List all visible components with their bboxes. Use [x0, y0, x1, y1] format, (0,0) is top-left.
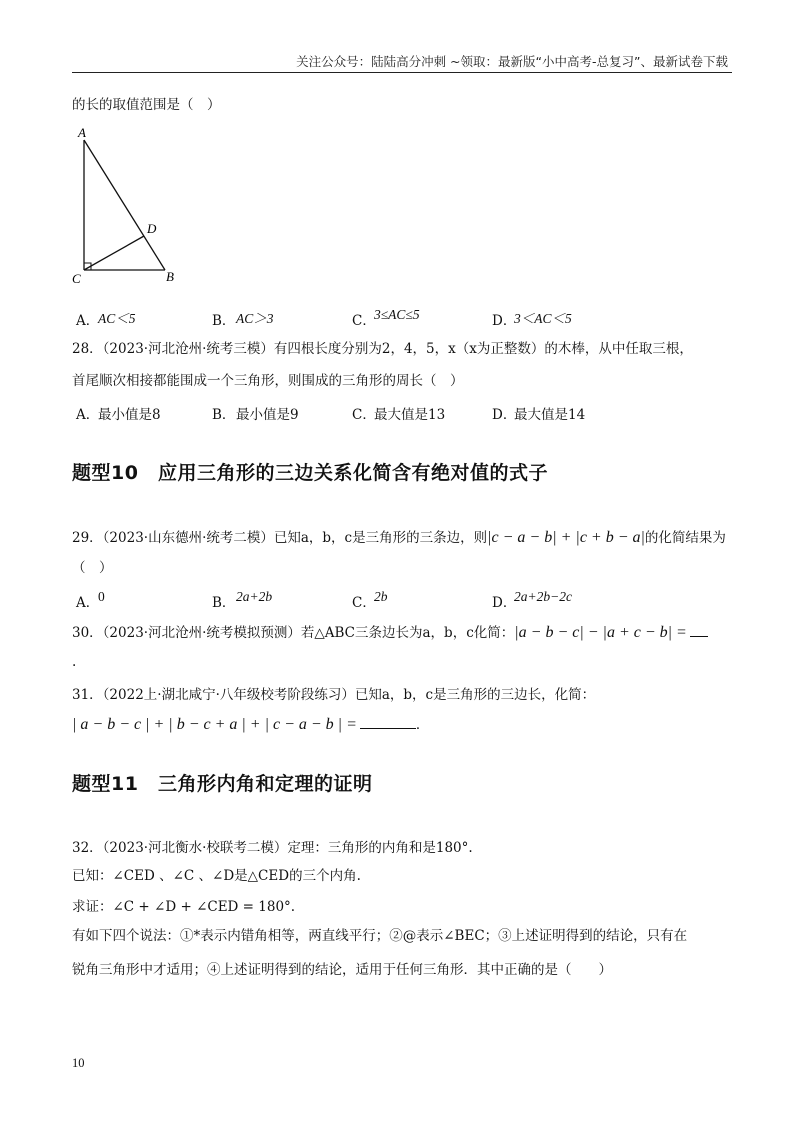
q29-line1-math: |c − a − b| + |c + b − a|	[487, 529, 645, 546]
q30-line1-math: |a − b − c| − |a + c − b| =	[514, 624, 687, 641]
q31-line1: 31．（2022上·湖北咸宁·八年级校考阶段练习）已知a，b，c是三角形的三边长，化简：	[72, 687, 596, 703]
q27-option-b-text: AC＞3	[236, 311, 274, 326]
q27-option-a-letter: A．	[76, 313, 100, 329]
q32-line5: 锐角三角形中才适用；④上述证明得到的结论，适用于任何三角形．其中正确的是（ ）	[72, 962, 612, 978]
q29-line2: （ ）	[72, 560, 113, 576]
q28-option-c-text: 最大值是13	[374, 407, 446, 423]
q32-line2: 已知：∠CED 、∠C 、∠D是△CED的三个内角.	[72, 868, 361, 884]
q30-line1-pre: 30．（2023·河北沧州·统考模拟预测）若△ABC三条边长为a，b，c化简：	[72, 625, 515, 641]
segment-cd	[84, 236, 144, 270]
q31-line2-math: | a − b − c | + | b − c + a | + | c − a − b | =	[72, 716, 357, 733]
q28-line1: 28．（2023·河北沧州·统考三模）有四根长度分别为2，4，5，x（x为正整数）的木棒，从中任取三根，	[72, 341, 693, 357]
vertex-label-c: C	[72, 271, 81, 284]
q32-line4: 有如下四个说法：①*表示内错角相等，两直线平行；②@表示∠BEC；③上述证明得到的结论，只有在	[72, 928, 688, 944]
section-10-title: 题型10 应用三角形的三边关系化简含有绝对值的式子	[72, 462, 548, 484]
q29-option-c-text: 2b	[374, 589, 388, 604]
q28-option-a-text: 最小值是8	[98, 407, 161, 423]
q28-option-b-letter: B．	[212, 407, 236, 423]
q27-option-c-letter: C．	[352, 313, 376, 329]
q29-option-d-letter: D．	[492, 595, 517, 611]
q29-option-c-letter: C．	[352, 595, 376, 611]
q29-option-a-text: 0	[98, 589, 105, 604]
header-rule	[72, 72, 732, 73]
q28-option-c-letter: C．	[352, 407, 376, 423]
q32-line1: 32．（2023·河北衡水·校联考二模）定理：三角形的内角和是180°.	[72, 840, 473, 856]
q27-triangle-figure	[70, 124, 180, 284]
q29-option-a-letter: A．	[76, 595, 100, 611]
q29-option-d-text: 2a+2b−2c	[514, 589, 572, 604]
q27-option-a-text: AC＜5	[98, 311, 136, 326]
q27-option-d-letter: D．	[492, 313, 517, 329]
vertex-label-a: A	[78, 125, 86, 140]
page-number: 10	[72, 1056, 85, 1070]
q28-option-d-text: 最大值是14	[514, 407, 586, 423]
q28-option-b-text: 最小值是9	[236, 407, 299, 423]
q29-line1-pre: 29．（2023·山东德州·统考二模）已知a，b，c是三角形的三条边，则	[72, 530, 488, 546]
vertex-label-d: D	[147, 221, 157, 236]
side-ab	[84, 140, 165, 270]
q32-line3: 求证：∠C + ∠D + ∠CED = 180°.	[72, 899, 296, 915]
section-11-title: 题型11 三角形内角和定理的证明	[72, 773, 373, 795]
q30-line2: .	[72, 654, 77, 670]
q29-line1	[72, 528, 726, 547]
q27-stem-tail: 的长的取值范围是（ ）	[72, 97, 221, 113]
q30-answer-blank[interactable]	[690, 624, 708, 637]
q30-line1	[72, 623, 708, 642]
q28-line2: 首尾顺次相接都能围成一个三角形，则围成的三角形的周长（ ）	[72, 373, 464, 389]
page-header: 关注公众号：陆陆高分冲刺 ~领取：最新版“小中高考-总复习”、最新试卷下载	[296, 54, 728, 69]
q27-option-c-text: 3≤AC≤5	[374, 307, 420, 322]
vertex-label-b: B	[166, 269, 174, 284]
q29-option-b-letter: B．	[212, 595, 236, 611]
q27-option-b-letter: B．	[212, 313, 236, 329]
q29-line1-post: 的化简结果为	[644, 530, 726, 546]
q31-answer-blank[interactable]	[360, 716, 416, 729]
q31-line2-post: ．	[415, 717, 430, 733]
q29-option-b-text: 2a+2b	[236, 589, 273, 604]
q27-option-d-text: 3＜AC＜5	[514, 311, 572, 326]
q28-option-d-letter: D．	[492, 407, 517, 423]
q28-option-a-letter: A．	[76, 407, 100, 423]
q31-line2	[72, 715, 429, 734]
